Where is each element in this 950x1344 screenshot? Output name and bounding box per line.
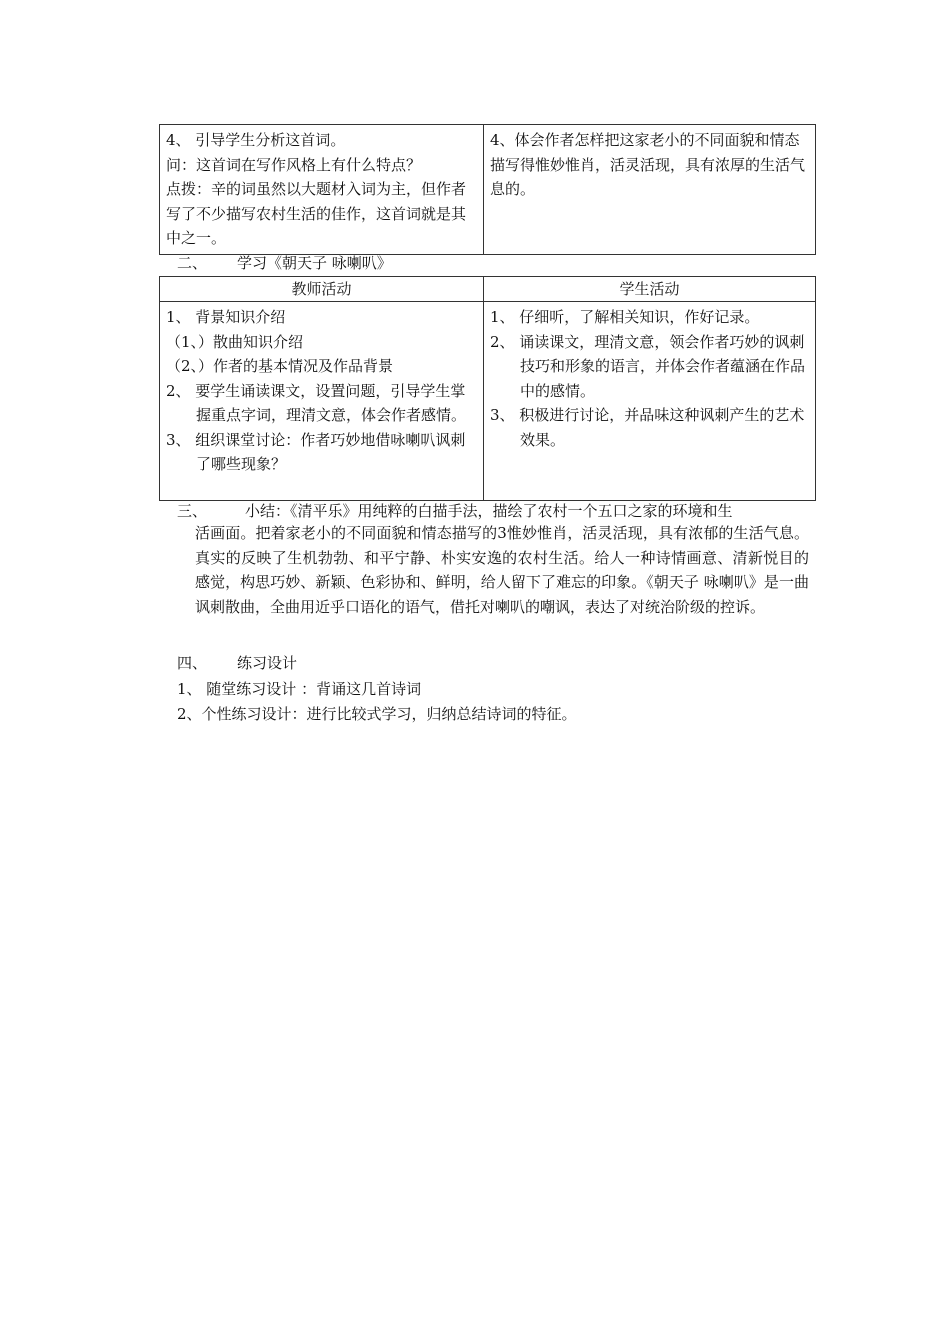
student-activity-header: 学生活动 bbox=[484, 277, 816, 302]
hint-text: 点拨：辛的词虽然以大题材入词为主，但作者写了不少描写农村生活的佳作，这首词就是其中之一。 bbox=[166, 180, 467, 247]
question-text: 问：这首词在写作风格上有什么特点？ bbox=[166, 155, 422, 174]
teacher-activity-list bbox=[160, 302, 484, 501]
section-2-heading bbox=[177, 251, 392, 276]
lesson-table-continued bbox=[159, 124, 816, 255]
student-activity-cell bbox=[484, 125, 816, 255]
student-step-4: 4、体会作者怎样把这家老小的不同面貌和情态描写得惟妙惟肖，活灵活现，具有浓厚的生活气息的。 bbox=[490, 131, 806, 198]
teacher-subitem: （2、）作者的基本情况及作品背景 bbox=[166, 357, 394, 375]
teacher-item: 2、 要学生诵读课文，设置问题，引导学生掌握重点字词，理清文意，体会作者感情。 bbox=[166, 381, 467, 424]
exercise-item: 1、 随堂练习设计 ：背诵这几首诗词 bbox=[177, 680, 422, 698]
student-item: 3、 积极进行讨论，并品味这种讽刺产生的艺术效果。 bbox=[490, 406, 805, 449]
summary-paragraph: 活画面。把着家老小的不同面貌和情态描写的3惟妙惟肖，活灵活现，具有浓郁的生活气息。真实的反映了生机勃勃、和平宁静、朴实安逸的农村生活。给人一种诗情画意、清新悦目的感觉，构思巧妙、新颖、色彩协和、鲜明，给人留下了难忘的印象。《朝天子 咏喇叭》是一曲讽刺散曲，全曲用近乎口语化的语气，借托对喇叭的嘲讽，表达了对统治阶级的控诉。 bbox=[195, 524, 809, 617]
student-item: 1、 仔细听，了解相关知识，作好记录。 bbox=[490, 308, 760, 326]
teacher-item: 3、 组织课堂讨论：作者巧妙地借咏喇叭讽刺了哪些现象？ bbox=[166, 430, 466, 473]
student-activity-list bbox=[484, 302, 816, 501]
section-4-number: 四、 bbox=[177, 654, 208, 672]
summary-section bbox=[177, 500, 809, 620]
lesson-activity-table bbox=[159, 276, 816, 501]
section-2-title: 学习《朝天子 咏喇叭》 bbox=[237, 254, 392, 272]
section-3-number: 三、 bbox=[177, 502, 208, 520]
exercise-item: 2、个性练习设计：进行比较式学习，归纳总结诗词的特征。 bbox=[177, 705, 577, 723]
section-4-heading bbox=[177, 651, 297, 676]
teacher-activity-cell bbox=[160, 125, 484, 255]
student-item: 2、 诵读课文，理清文意，领会作者巧妙的讽刺技巧和形象的语言，并体会作者蕴涵在作品中的感情。 bbox=[490, 332, 806, 400]
summary-first-line bbox=[177, 500, 809, 521]
summary-lead: 小结：《清平乐》用纯粹的白描手法，描绘了农村一个五口之家的环境和生 bbox=[245, 502, 733, 520]
teacher-subitem: （1、）散曲知识介绍 bbox=[166, 332, 304, 351]
teacher-activity-header: 教师活动 bbox=[160, 277, 484, 302]
teacher-item: 1、 背景知识介绍 bbox=[166, 308, 286, 326]
section-4-title: 练习设计 bbox=[237, 654, 298, 672]
section-2-number: 二、 bbox=[177, 254, 208, 272]
teacher-step-4: 4、 引导学生分析这首词。 bbox=[166, 131, 346, 149]
